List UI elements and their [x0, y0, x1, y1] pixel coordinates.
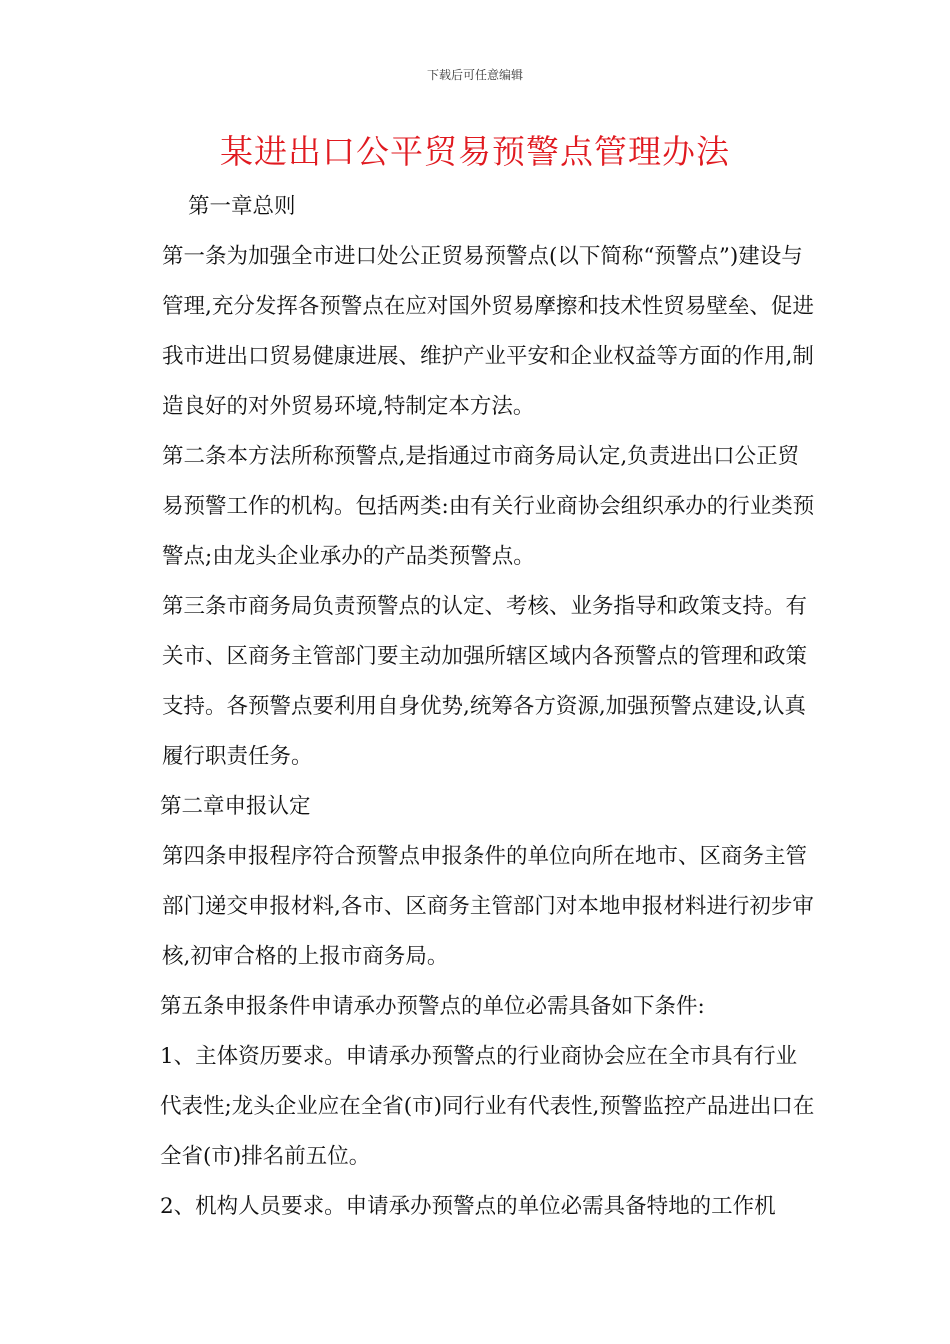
- document-title: 某进出口公平贸易预警点管理办法: [220, 132, 730, 171]
- article-paragraph: 第四条申报程序符合预警点申报条件的单位向所在地市、区商务主管部门递交申报材料,各市、区商务主管部门对本地申报材料进行初步审核,初审合格的上报市商务局。: [162, 844, 814, 969]
- list-item-paragraph: 2、机构人员要求。申请承办预警点的单位必需具备特地的工作机: [160, 1194, 776, 1219]
- chapter-heading: 第一章总则: [188, 194, 296, 219]
- article-paragraph: 第二条本方法所称预警点,是指通过市商务局认定,负责进出口公正贸易预警工作的机构。包括两类:由有关行业商协会组织承办的行业类预警点;由龙头企业承办的产品类预警点。: [162, 444, 815, 569]
- article-paragraph: 第五条申报条件申请承办预警点的单位必需具备如下条件:: [160, 994, 705, 1019]
- list-item-paragraph: 1、主体资历要求。申请承办预警点的行业商协会应在全市具有行业代表性;龙头企业应在全省(市)同行业有代表性,预警监控产品进出口在全省(市)排名前五位。: [160, 1044, 815, 1169]
- article-paragraph: 第一条为加强全市进口处公正贸易预警点(以下简称“预警点”)建设与管理,充分发挥各预警点在应对国外贸易摩擦和技术性贸易壁垒、促进我市进出口贸易健康进展、维护产业平安和企业权益等方面的作用,制造良好的对外贸易环境,特制定本方法。: [162, 244, 814, 419]
- article-paragraph: 第三条市商务局负责预警点的认定、考核、业务指导和政策支持。有关市、区商务主管部门要主动加强所辖区域内各预警点的管理和政策支持。各预警点要利用自身优势,统筹各方资源,加强预警点建设,认真履行职责任务。: [162, 594, 808, 769]
- chapter-heading: 第二章申报认定: [160, 794, 311, 819]
- document-body: [146, 182, 816, 1232]
- page-header-note: 下载后可任意编辑: [426, 68, 523, 82]
